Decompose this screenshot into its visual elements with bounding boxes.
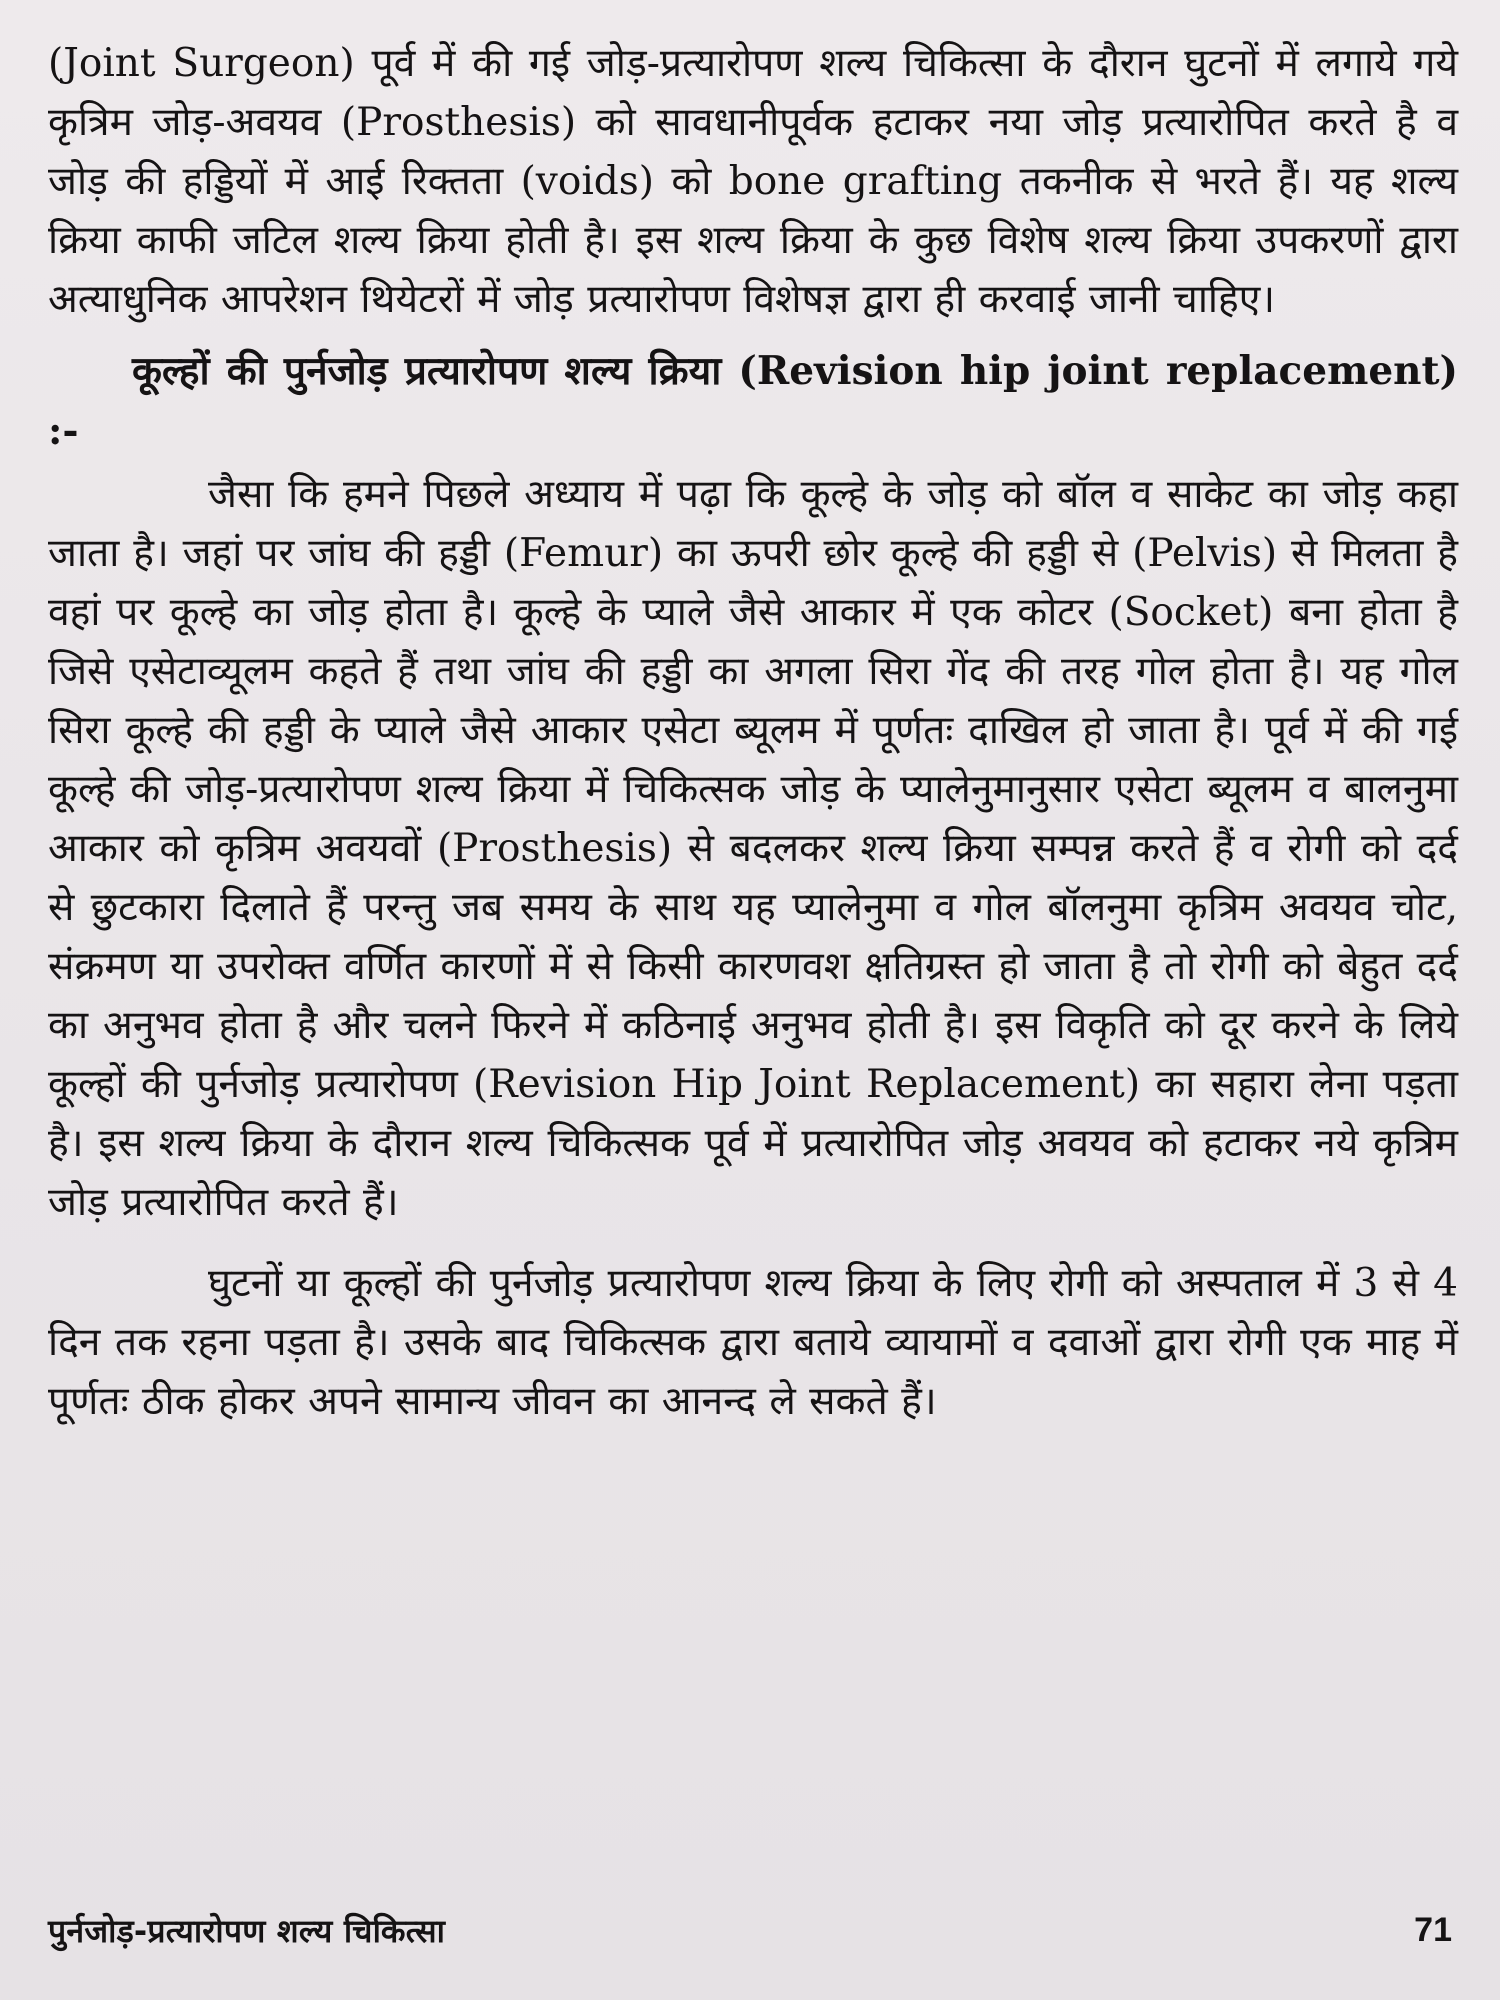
page-footer	[48, 1900, 1452, 1960]
running-title: पुर्नजोड़-प्रत्यारोपण शल्य चिकित्सा	[48, 1911, 446, 1950]
paragraph-continuation: (Joint Surgeon) पूर्व में की गई जोड़-प्रत्यारोपण शल्य चिकित्सा के दौरान घुटनों में लगाये गये कृत्रिम जोड़-अवयव (Prosthesis) को सावधानीपूर्वक हटाकर नया जोड़ प्रत्यारोपित करते है व जोड़ की हड्डियों में आई रिक्तता (voids) को bone grafting तकनीक से भरते हैं। यह शल्य क्रिया काफी जटिल शल्य क्रिया होती है। इस शल्य क्रिया के कुछ विशेष शल्य क्रिया उपकरणों द्वारा अत्याधुनिक आपरेशन थियेटरों में जोड़ प्रत्यारोपण विशेषज्ञ द्वारा ही करवाई जानी चाहिए।	[48, 41, 1458, 322]
paragraph-hip-revision: जैसा कि हमने पिछले अध्याय में पढ़ा कि कूल्हे के जोड़ को बॉल व साकेट का जोड़ कहा जाता है। जहां पर जांघ की हड्डी (Femur) का ऊपरी छोर कूल्हे की हड्डी से (Pelvis) से मिलता है वहां पर कूल्हे का जोड़ होता है। कूल्हे के प्याले जैसे आकार में एक कोटर (Socket) बना होता है जिसे एसेटाव्यूलम कहते हैं तथा जांघ की हड्डी का अगला सिरा गेंद की तरह गोल होता है। यह गोल सिरा कूल्हे की हड्डी के प्याले जैसे आकार एसेटा ब्यूलम में पूर्णतः दाखिल हो जाता है। पूर्व में की गई कूल्हे की जोड़-प्रत्यारोपण शल्य क्रिया में चिकित्सक जोड़ के प्यालेनुमानुसार एसेटा ब्यूलम व बालनुमा आकार को कृत्रिम अवयवों (Prosthesis) से बदलकर शल्य क्रिया सम्पन्न करते हैं व रोगी को दर्द से छुटकारा दिलाते हैं परन्तु जब समय के साथ यह प्यालेनुमा व गोल बॉलनुमा कृत्रिम अवयव चोट, संक्रमण या उपरोक्त वर्णित कारणों में से किसी कारणवश क्षतिग्रस्त हो जाता है तो रोगी को बेहुत दर्द का अनुभव होता है और चलने फिरने में कठिनाई अनुभव होती है। इस विकृति को दूर करने के लिये कूल्हों की पुर्नजोड़ प्रत्यारोपण (Revision Hip Joint Replacement) का सहारा लेना पड़ता है। इस शल्य क्रिया के दौरान शल्य चिकित्सक पूर्व में प्रत्यारोपित जोड़ अवयव को हटाकर नये कृत्रिम जोड़ प्रत्यारोपित करते हैं।	[48, 472, 1458, 1225]
paragraph-recovery: घुटनों या कूल्हों की पुर्नजोड़ प्रत्यारोपण शल्य क्रिया के लिए रोगी को अस्पताल में 3 से 4 दिन तक रहना पड़ता है। उसके बाद चिकित्सक द्वारा बताये व्यायामों व दवाओं द्वारा रोगी एक माह में पूर्णतः ठीक होकर अपने सामान्य जीवन का आनन्द ले सकते हैं।	[48, 1261, 1458, 1424]
page-number: 71	[1414, 1910, 1452, 1949]
section-heading: कूल्हों की पुर्नजोड़ प्रत्यारोपण शल्य क्रिया (Revision hip joint replacement) :-	[48, 348, 1458, 454]
page-body	[48, 34, 1458, 1431]
